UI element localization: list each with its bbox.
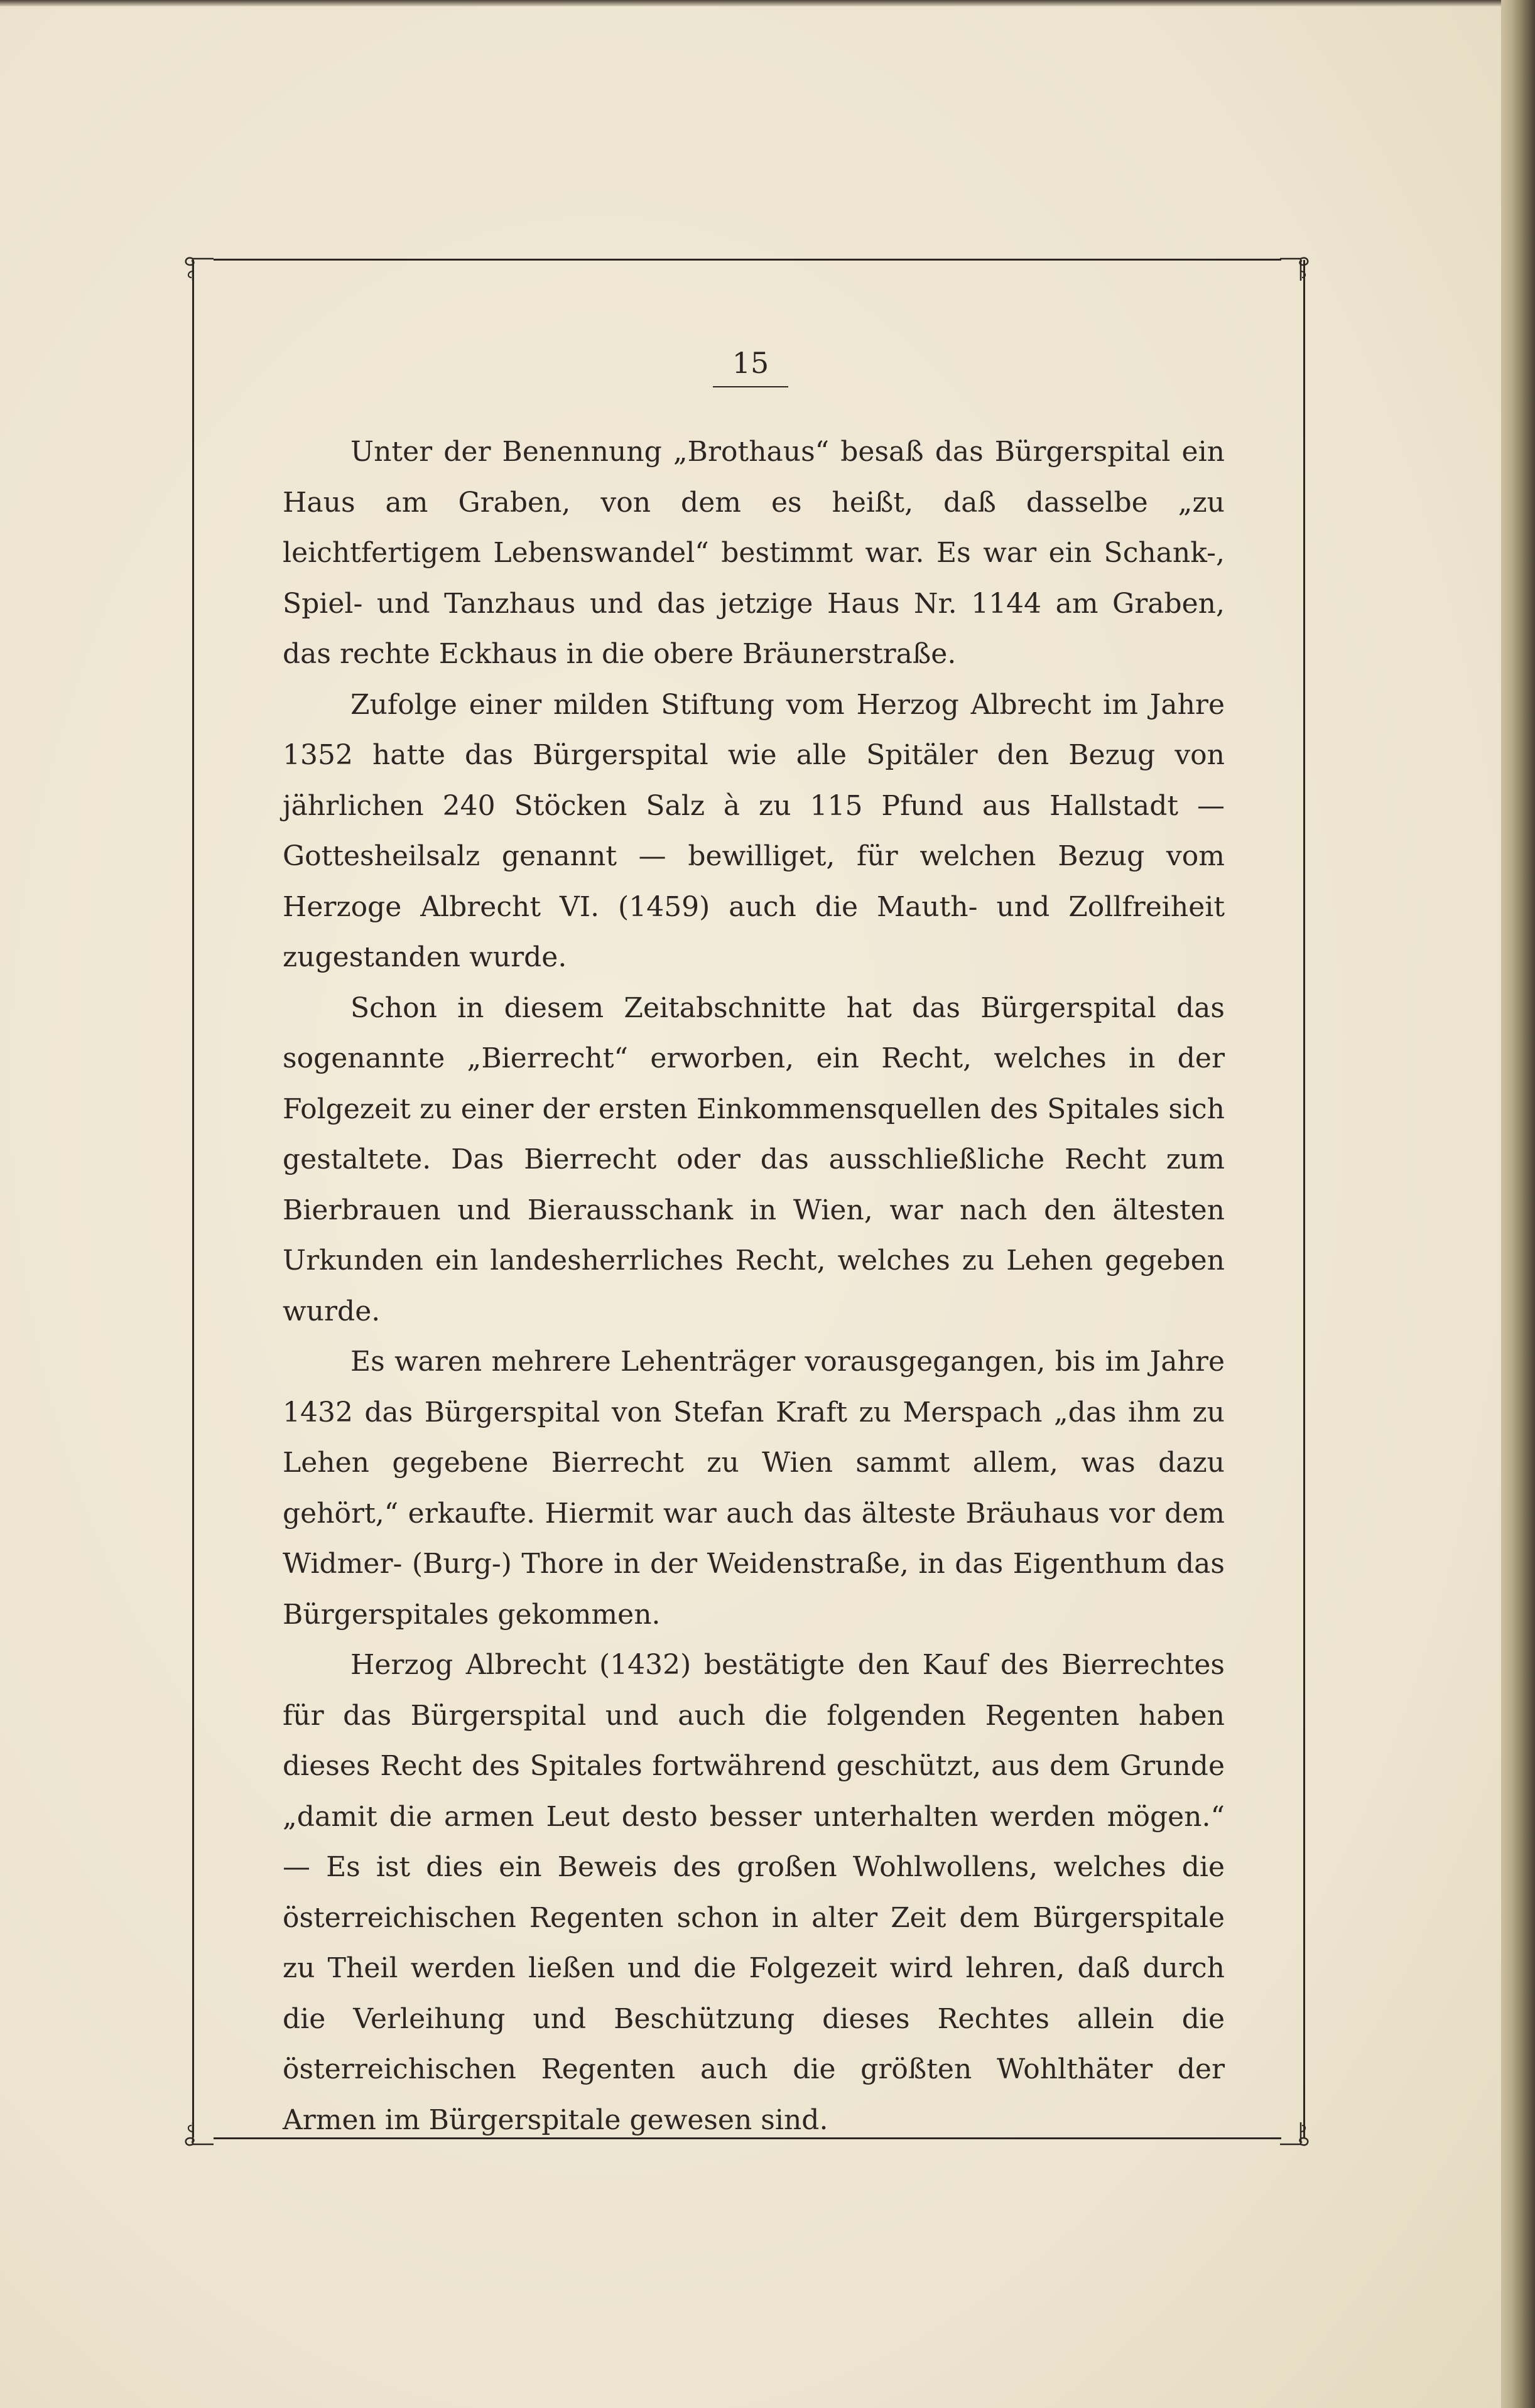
paragraph: Herzog Albrecht (1432) bestätigte den Kauf des Bierrechtes für das Bürgerspital und auch die folgenden Regenten haben dieses Recht des Spitales fortwährend geschützt, aus dem Grunde „damit die armen Leut desto besser unterhalten werden mögen.“ — Es ist dies ein Beweis des großen Wohlwollens, welches die österreichischen Regenten schon in alter Zeit dem Bürgerspitale zu Theil werden ließen und die Folgezeit wird lehren, daß durch die Verleihung und Beschützung dieses Rechtes allein die österreichischen Regenten auch die größten Wohlthäter der Armen im Bürgerspitale gewesen sind.	[283, 1649, 1225, 2136]
paragraph: Es waren mehrere Lehenträger vorausgegangen, bis im Jahre 1432 das Bürgerspital von Stefan Kraft zu Merspach „das ihm zu Lehen gegebene Bierrecht zu Wien sammt allem, was dazu gehört,“ erkaufte. Hiermit war auch das älteste Bräuhaus vor dem Widmer- (Burg-) Thore in der Weidenstraße, in das Eigenthum das Bürgerspitales gekommen.	[283, 1346, 1225, 1631]
page-number-underline	[713, 386, 788, 387]
corner-ornament-icon	[179, 2119, 217, 2157]
corner-ornament-icon	[1277, 2119, 1315, 2157]
body-text	[283, 427, 1225, 2146]
paragraph: Zufolge einer milden Stiftung vom Herzog Albrecht im Jahre 1352 hatte das Bürgerspital wie alle Spitäler den Bezug von jährlichen 240 Stöcken Salz à zu 115 Pfund aus Hallstadt — Gottesheilsalz genannt — bewilliget, für welchen Bezug vom Herzoge Albrecht VI. (1459) auch die Mauth- und Zollfreiheit zugestanden wurde.	[283, 688, 1225, 973]
paragraph: Unter der Benennung „Brothaus“ besaß das Bürgerspital ein Haus am Graben, von dem es heißt, daß dasselbe „zu leichtfertigem Lebenswandel“ bestimmt war. Es war ein Schank-, Spiel- und Tanzhaus und das jetzige Haus Nr. 1144 am Graben, das rechte Eckhaus in die obere Bräunerstraße.	[283, 436, 1225, 670]
paragraph: Schon in diesem Zeitabschnitte hat das Bürgerspital das sogenannte „Bierrecht“ erworben, ein Recht, welches in der Folgezeit zu einer der ersten Einkommensquellen des Spitales sich gestaltete. Das Bierrecht oder das ausschließliche Recht zum Bierbrauen und Bierausschank in Wien, war nach den ältesten Urkunden ein landesherrliches Recht, welches zu Lehen gegeben wurde.	[283, 991, 1225, 1327]
page-number: 15	[732, 346, 769, 380]
corner-ornament-icon	[179, 246, 217, 284]
page-top-edge	[0, 0, 1501, 6]
corner-ornament-icon	[1277, 246, 1315, 284]
book-spine-edge	[1501, 0, 1535, 2408]
top-border-rule	[214, 259, 1281, 261]
